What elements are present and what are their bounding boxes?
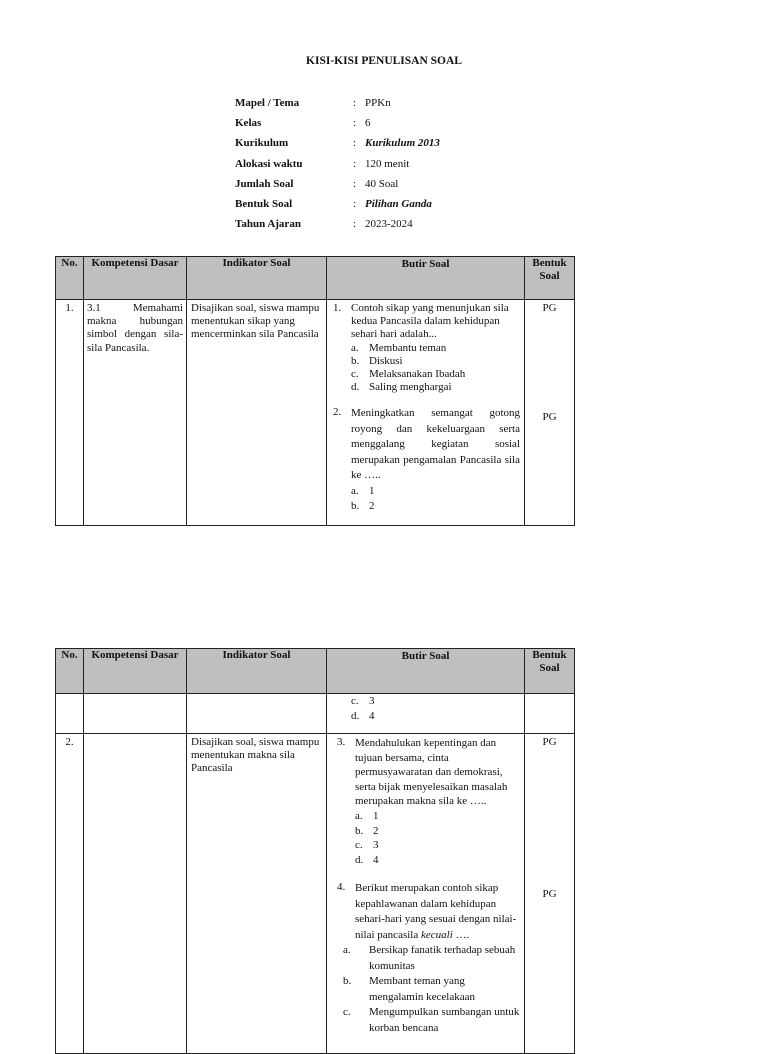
option-text: Mengumpulkan sumbangan untuk korban bencana xyxy=(369,1006,520,1034)
header-bentuk-soal: Bentuk Soal xyxy=(525,649,575,694)
kompetensi-dasar-cell xyxy=(84,734,187,1054)
empty-cell xyxy=(187,694,327,734)
table-row xyxy=(56,734,575,1054)
empty-cell xyxy=(56,694,84,734)
option-letter: b. xyxy=(355,824,364,837)
option-letter: c. xyxy=(351,368,359,381)
butir-soal-cell xyxy=(327,300,525,526)
bentuk-value: PG xyxy=(542,302,557,314)
butir-soal-cell xyxy=(327,694,525,734)
meta-colon: : xyxy=(353,137,357,150)
option-letter: b. xyxy=(351,500,360,513)
bentuk-soal-cell xyxy=(525,300,575,526)
option xyxy=(333,499,520,515)
table-header-row xyxy=(56,257,575,300)
option-text: Diskusi xyxy=(369,354,403,367)
header-butir-soal: Butir Soal xyxy=(327,649,525,694)
option-letter: a. xyxy=(343,944,351,957)
meta-row-jumlah xyxy=(235,174,440,194)
header-kompetensi-dasar: Kompetensi Dasar xyxy=(84,649,187,694)
option xyxy=(333,824,520,839)
question-text: Meningkatkan semangat gotong royong dan kekeluargaan serta menggalang kegiatan sosial merupakan pengamalan Pancasila sila ke ….. xyxy=(351,407,520,482)
meta-colon: : xyxy=(353,177,357,190)
table-header-row xyxy=(56,649,575,694)
option-letter: a. xyxy=(355,809,363,822)
option-text: 4 xyxy=(369,710,375,722)
header-kompetensi-dasar: Kompetensi Dasar xyxy=(84,257,187,300)
option xyxy=(333,355,520,368)
option-text: Membant teman yang mengalamin kecelakaan xyxy=(369,975,475,1003)
meta-value: 120 menit xyxy=(365,157,410,170)
question-number: 2. xyxy=(333,406,342,419)
meta-colon: : xyxy=(353,97,357,110)
option-letter: d. xyxy=(351,381,360,394)
option xyxy=(333,1005,520,1036)
kisi-table-2 xyxy=(55,648,575,1054)
row-number: 2. xyxy=(56,734,84,1054)
meta-value: Pilihan Ganda xyxy=(365,198,432,211)
option xyxy=(333,809,520,824)
meta-row-kelas xyxy=(235,113,440,133)
option-letter: b. xyxy=(351,354,360,367)
meta-colon: : xyxy=(353,198,357,211)
header-butir-soal: Butir Soal xyxy=(327,257,525,300)
kisi-table-1 xyxy=(55,256,575,526)
bentuk-value: PG xyxy=(542,411,557,423)
option-text: Membantu teman xyxy=(369,341,447,354)
option-text: 3 xyxy=(373,839,379,852)
meta-row-tahun xyxy=(235,214,440,234)
butir-soal-cell xyxy=(327,734,525,1054)
option-text: 2 xyxy=(369,500,375,513)
meta-value: 6 xyxy=(365,117,371,130)
meta-colon: : xyxy=(353,117,357,130)
option xyxy=(333,853,520,868)
option-letter: c. xyxy=(351,695,359,707)
meta-label: Kurikulum xyxy=(235,137,289,150)
meta-row-alokasi xyxy=(235,154,440,174)
option-text: 3 xyxy=(369,695,375,707)
option-text: 4 xyxy=(373,853,379,866)
meta-row-bentuk xyxy=(235,194,440,214)
option xyxy=(333,943,520,974)
option-text: Melaksanakan Ibadah xyxy=(369,368,466,381)
question-text: Mendahulukan kepentingan dan tujuan bersama, cinta permusyawaratan dan demokrasi, serta bijak menyelesaikan masalah merupakan makna sila ke ….. xyxy=(355,737,508,808)
question-text xyxy=(355,881,520,943)
header-no: No. xyxy=(56,257,84,300)
question-text-italic: kecuali xyxy=(420,928,453,941)
option xyxy=(333,974,520,1005)
option xyxy=(333,709,520,724)
header-indikator-soal: Indikator Soal xyxy=(187,649,327,694)
meta-label: Jumlah Soal xyxy=(235,177,294,190)
option-letter: a. xyxy=(351,341,359,354)
table-row-continued xyxy=(56,694,575,734)
option-letter: d. xyxy=(355,853,364,866)
option-text: Bersikap fanatik terhadap sebuah komunitas xyxy=(369,944,516,972)
option-letter: a. xyxy=(351,484,359,497)
meta-value: PPKn xyxy=(365,97,391,110)
indikator-cell: Disajikan soal, siswa mampu menentukan makna sila Pancasila xyxy=(187,734,327,1054)
empty-cell xyxy=(525,694,575,734)
meta-label: Alokasi waktu xyxy=(235,157,303,170)
meta-value: 2023-2024 xyxy=(365,218,413,231)
bentuk-soal-cell xyxy=(525,734,575,1054)
header-indikator-soal: Indikator Soal xyxy=(187,257,327,300)
meta-value: Kurikulum 2013 xyxy=(365,137,440,150)
option xyxy=(333,368,520,381)
document-title: KISI-KISI PENULISAN SOAL xyxy=(306,55,462,67)
question-2 xyxy=(333,406,520,484)
question-number: 4. xyxy=(337,881,346,894)
question-number: 3. xyxy=(337,736,346,748)
table-row xyxy=(56,300,575,526)
bentuk-value: PG xyxy=(542,888,557,900)
option-letter: d. xyxy=(351,710,360,722)
header-no: No. xyxy=(56,649,84,694)
option-text: Saling menghargai xyxy=(369,381,452,394)
question-3 xyxy=(333,736,520,809)
question-text-part: …. xyxy=(452,928,470,941)
option-text: 1 xyxy=(373,809,379,822)
question-1 xyxy=(333,302,520,342)
option-letter: c. xyxy=(343,1006,351,1019)
question-text: Contoh sikap yang menunjukan sila kedua Pancasila dalam kehidupan sehari hari adalah... xyxy=(351,302,509,341)
question-4 xyxy=(333,881,520,943)
meta-colon: : xyxy=(353,157,357,170)
option xyxy=(333,381,520,394)
option-letter: b. xyxy=(343,975,352,988)
question-number: 1. xyxy=(333,302,342,314)
option xyxy=(333,694,520,709)
option xyxy=(333,484,520,500)
meta-value: 40 Soal xyxy=(365,177,399,190)
kompetensi-dasar-cell: 3.1 Memahami makna hubungan simbol dengan sila-sila Pancasila. xyxy=(84,300,187,526)
meta-row-kurikulum xyxy=(235,133,440,153)
indikator-cell: Disajikan soal, siswa mampu menentukan sikap yang mencerminkan sila Pancasila xyxy=(187,300,327,526)
option-text: 1 xyxy=(369,484,375,497)
question-text-part: Berikut merupakan contoh sikap kepahlawanan dalam kehidupan sehari-hari yang sesuai dengan nilai-nilai pancasila xyxy=(355,882,517,941)
meta-label: Tahun Ajaran xyxy=(235,218,301,231)
option-text: 2 xyxy=(373,824,379,837)
meta-label: Mapel / Tema xyxy=(235,97,300,110)
option xyxy=(333,342,520,355)
row-number: 1. xyxy=(56,300,84,526)
empty-cell xyxy=(84,694,187,734)
option xyxy=(333,838,520,853)
header-bentuk-soal: Bentuk Soal xyxy=(525,257,575,300)
meta-label: Kelas xyxy=(235,117,262,130)
bentuk-value: PG xyxy=(542,736,557,748)
option-letter: c. xyxy=(355,839,363,852)
meta-label: Bentuk Soal xyxy=(235,198,293,211)
meta-colon: : xyxy=(353,218,357,231)
meta-row-mapel xyxy=(235,93,440,113)
meta-info xyxy=(235,93,440,234)
